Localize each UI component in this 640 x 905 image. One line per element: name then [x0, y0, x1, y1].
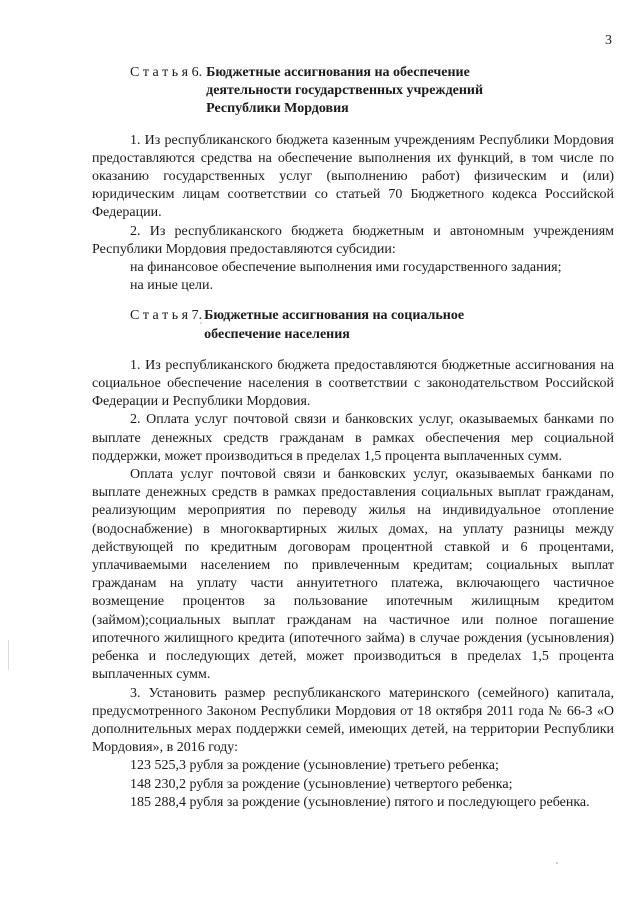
article-7-paragraph-1: 1. Из республиканского бюджета предоставляются бюджетные ассигнования на социальное обеспечение населения в соответствии с законодательством Российской Федерации и Республики Мордовия.	[92, 357, 614, 410]
article-6-paragraph-1: 1. Из республиканского бюджета казенным учреждениям Республики Мордовия предоставляются средства на обеспечение выполнения их функций, в том числе по оказанию государственных услуг (выполнению работ) физическим и (или) юридическим лицам соответствии со статьей 70 Бюджетного кодекса Российской Федерации.	[92, 132, 614, 221]
article-6-number: С т а т ь я 6.	[130, 65, 203, 80]
article-6-paragraph-2: 2. Из республиканского бюджета бюджетным и автономным учреждениям Республики Мордовия предоставляются субсидии:	[92, 223, 614, 257]
article-7-heading	[130, 307, 614, 343]
article-7-paragraph-4: 3. Установить размер республиканского материнского (семейного) капитала, предусмотренного Законом Республики Мордовия от 18 октября 2011 года № 66-З «О дополнительных мерах поддержки семей, имеющих детей, на территории Республики Мордовия», в 2016 году:	[92, 685, 614, 756]
scan-mark	[8, 640, 9, 670]
scan-mark	[200, 322, 202, 324]
article-6-item-2: на иные цели.	[130, 278, 213, 294]
page-number: 3	[605, 33, 612, 48]
scan-mark	[556, 862, 558, 864]
article-7-title: Бюджетные ассигнования на социальное обеспечение населения	[204, 308, 465, 342]
capital-amount-fifth-child: 185 288,4 рубля за рождение (усыновление) пятого и последующего ребенка.	[130, 794, 590, 810]
document-body	[92, 64, 614, 812]
article-6-item-1: на финансовое обеспечение выполнения ими государственного задания;	[130, 260, 562, 276]
article-7-paragraph-2: 2. Оплата услуг почтовой связи и банковских услуг, оказываемых банками по выплате денежных средств гражданам в рамках обеспечения мер социальной поддержки, может производиться в пределах 1,5 процента выплаченных сумм.	[92, 412, 614, 464]
article-6-heading	[130, 64, 614, 119]
capital-amount-third-child: 123 525,3 рубля за рождение (усыновление) третьего ребенка;	[130, 758, 499, 774]
section-spacer	[92, 295, 614, 307]
capital-amount-fourth-child: 148 230,2 рубля за рождение (усыновление) четвертого ребенка;	[130, 776, 513, 792]
article-7-paragraph-3: Оплата услуг почтовой связи и банковских услуг, оказываемых банками по выплате денежных средств в рамках предоставления социальных выплат гражданам, реализующим мероприятия по переводу жилья на индивидуальное отопление (водоснабжение) в многоквартирных жилых домах, на уплату разницы между действующей по кредитным договорам процентной ставкой и 6 процентами, уплачиваемыми населением по привлеченным кредитам; социальных выплат гражданам на уплату части аннуитетного платежа, включающего частичное возмещение процентов за пользование ипотечным жилищным кредитом (займом);социальных выплат гражданам на частичное или полное погашение ипотечного жилищного кредита (ипотечного займа) в случае рождения (усыновления) ребенка и последующих детей, может производиться в пределах 1,5 процента выплаченных сумм.	[92, 467, 614, 683]
article-6-title: Бюджетные ассигнования на обеспечение деятельности государственных учреждений Республики Мордовия	[206, 65, 484, 117]
article-7-number: С т а т ь я 7.	[130, 308, 203, 324]
